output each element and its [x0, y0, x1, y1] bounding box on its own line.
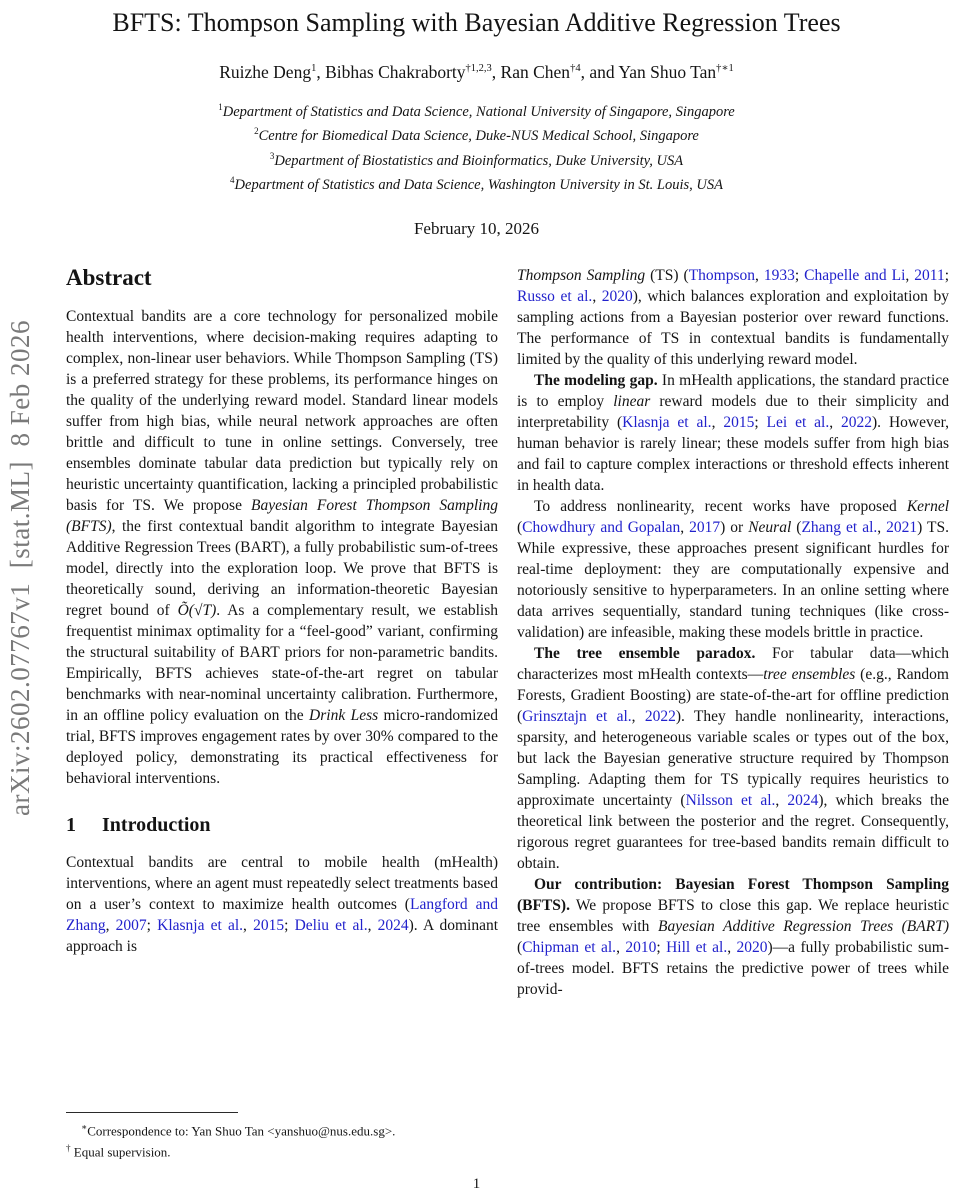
body-paragraph-tree-ensemble-paradox	[517, 643, 949, 874]
body-paragraph	[517, 265, 949, 370]
section-title: Introduction	[102, 814, 211, 836]
author-separator: ,	[491, 62, 501, 82]
footnote-equal-supervision	[66, 1140, 498, 1160]
affiliation	[0, 122, 953, 146]
citation-link[interactable]: Deliu et al.	[294, 917, 368, 934]
citation-link[interactable]: Chipman et al.	[522, 939, 617, 956]
text-segment: . As a complementary result, we establish frequentist minimax optimality for a “feel-good” variant, confirming the structural suitability of BART priors for non-parametric bandits. Empirically, BFTS achieves state-of-the-art regret on tabular benchmarks with near-nominal uncertainty calibration. Furthermore, in an offline policy evaluation on the	[66, 602, 498, 724]
text-segment: ,	[711, 414, 724, 431]
text-segment: (	[517, 939, 523, 956]
text-segment: For tabular data—which characterizes most mHealth contexts—	[517, 645, 949, 683]
text-segment: The tree ensemble paradox.	[534, 645, 756, 662]
citation-link[interactable]: 2022	[841, 414, 873, 431]
text-segment: (e.g., Random Forests, Gradient Boosting) are state-of-the-art for offline prediction (	[517, 666, 949, 725]
section-number: 1	[66, 814, 76, 836]
citation-link[interactable]: 2021	[886, 519, 918, 536]
text-segment: ,	[829, 414, 842, 431]
citation-link[interactable]: Nilsson et al.	[685, 792, 776, 809]
author	[219, 62, 325, 82]
text-segment: ). They handle nonlinearity, interactions, sparsity, and heterogeneous variable scales or types out of the box, but lack the Bayesian generative structure required by Thompson Sampling. Adapting them for TS typically requires heuristics to approximate uncertainty (	[517, 708, 949, 809]
text-segment: ,	[367, 917, 378, 934]
text-segment: ,	[243, 917, 254, 934]
affiliation-superscript: 3	[269, 150, 275, 161]
citation-link[interactable]: Hill et al.	[666, 939, 728, 956]
text-segment: ;	[656, 939, 667, 956]
author-superscript: †1,2,3	[465, 63, 492, 75]
text-segment: ;	[794, 267, 805, 284]
author-superscript: †4	[570, 63, 581, 75]
affiliation-text: Department of Biostatistics and Bioinformatics, Duke University, USA	[274, 152, 684, 169]
body-paragraph-contribution	[517, 874, 949, 1000]
footnote-marker: ∗	[81, 1122, 88, 1133]
left-column	[66, 265, 498, 1162]
footnote-text: Correspondence to: Yan Shuo Tan <yanshuo@nus.edu.sg>.	[87, 1123, 396, 1139]
citation-link[interactable]: 2015	[723, 414, 755, 431]
citation-link[interactable]: 2011	[914, 267, 945, 284]
text-segment: ). However, human behavior is rarely linear; these models suffer from high bias and fail to capture complex interactions or threshold effects inherent in health data.	[517, 414, 949, 494]
arxiv-watermark: arXiv:2602.07767v1 [stat.ML] 8 Feb 2026	[5, 320, 35, 816]
text-segment: We propose BFTS to close this gap. We replace heuristic tree ensembles with	[517, 897, 949, 935]
text-segment: Drink Less	[309, 707, 379, 724]
text-segment: ). A dominant approach is	[66, 917, 498, 955]
affiliation-superscript: 4	[230, 174, 235, 185]
text-segment: ) TS. While expressive, these approaches present significant hurdles for real-time deployment: they are computationally expensive and notoriously sensitive to hyperparameters. In an online setting where data arrives sequentially, standard tuning techniques (like cross-validation) are infeasible, making these models brittle in practice.	[517, 519, 949, 641]
citation-link[interactable]: 2022	[644, 708, 676, 725]
text-segment: )—a fully probabilistic sum-of-trees model. BFTS retains the predictive power of trees while provid-	[517, 939, 949, 998]
author-superscript: 1	[311, 63, 317, 75]
author-name: Bibhas Chakraborty	[325, 62, 466, 82]
citation-link[interactable]: Grinsztajn et al.	[522, 708, 632, 725]
text-segment: ,	[616, 939, 626, 956]
author-name: Yan Shuo Tan	[618, 62, 717, 82]
text-segment: ;	[284, 917, 295, 934]
citation-link[interactable]: Russo et al.	[517, 288, 593, 305]
body-paragraph-nonlinearity	[517, 496, 949, 643]
citation-link[interactable]: 2007	[115, 917, 147, 934]
text-segment: ,	[631, 708, 645, 725]
affiliation-superscript: 1	[218, 102, 223, 112]
citation-link[interactable]: 2017	[689, 519, 721, 536]
affiliation-text: Department of Statistics and Data Science, Washington University in St. Louis, USA	[234, 176, 723, 193]
citation-link[interactable]: Lei et al.	[766, 414, 830, 431]
citation-link[interactable]: 2010	[625, 939, 657, 956]
citation-link[interactable]: Zhang et al.	[801, 519, 878, 536]
affiliation-text: Centre for Biomedical Data Science, Duke-NUS Medical School, Singapore	[258, 128, 699, 145]
affiliation-text: Department of Statistics and Data Science, National University of Singapore, Singapore	[222, 103, 735, 120]
text-segment: Contextual bandits are central to mobile health (mHealth) interventions, where an agent must repeatedly select treatments based on a user’s context to maximize health outcomes (	[66, 854, 498, 913]
author	[325, 62, 500, 82]
author	[501, 62, 619, 82]
text-segment: ) or	[720, 519, 749, 536]
introduction-paragraph	[66, 852, 498, 957]
text-segment: ), which balances exploration and exploitation by sampling actions from a Bayesian posterior over reward functions. The performance of TS in contextual bandits is fundamentally limited by the quality of this underlying reward model.	[517, 288, 949, 368]
text-segment: Our contribution: Bayesian Forest Thompson Sampling (BFTS).	[517, 876, 949, 914]
abstract-paragraph	[66, 306, 498, 789]
footnote-correspondence	[66, 1119, 498, 1139]
citation-link[interactable]: Klasnja et al.	[157, 917, 244, 934]
citation-link[interactable]: 2024	[787, 792, 819, 809]
text-segment: ,	[755, 267, 764, 284]
text-segment: The modeling gap.	[534, 372, 658, 389]
text-segment: Õ(√T)	[177, 602, 217, 619]
right-column	[517, 265, 949, 1162]
text-segment: micro-randomized trial, BFTS improves engagement rates by over 30% compared to the deployed policy, demonstrating its practical effectiveness for behavioral interventions.	[66, 707, 498, 787]
citation-link[interactable]: Thompson	[688, 267, 755, 284]
author-name: Ran Chen	[500, 62, 571, 82]
citation-link[interactable]: 2020	[736, 939, 768, 956]
footnote-block	[66, 1112, 498, 1162]
author-separator: ,	[316, 62, 326, 82]
paper-date: February 10, 2026	[413, 219, 540, 239]
section-heading-introduction	[66, 814, 498, 837]
author-name: Ruizhe Deng	[219, 62, 312, 82]
text-segment: reward models due to their simplicity and interpretability (	[517, 393, 949, 431]
text-segment: , the first contextual bandit algorithm to integrate Bayesian Additive Regression Trees (BART), a fully probabilistic sum-of-trees model, directly into the exploration loop. We prove that BFTS is theoretically sound, deriving an information-theoretic Bayesian regret bound of	[66, 518, 498, 619]
affiliation-superscript: 2	[254, 126, 259, 137]
abstract-heading: Abstract	[66, 265, 152, 290]
text-segment: In mHealth applications, the standard practice is to employ	[517, 372, 949, 410]
citation-link[interactable]: 1933	[763, 267, 795, 284]
citation-link[interactable]: 2015	[253, 917, 285, 934]
text-segment: ;	[754, 414, 767, 431]
text-segment: Bayesian Additive Regression Trees (BART)	[657, 918, 949, 935]
text-segment: ;	[944, 267, 949, 284]
body-paragraph-modeling-gap	[517, 370, 949, 496]
affiliation	[0, 171, 953, 195]
text-segment: Neural	[748, 519, 792, 536]
text-segment: (	[517, 519, 523, 536]
paper-header	[0, 0, 953, 239]
affiliation-list	[0, 98, 953, 195]
author-line	[0, 62, 953, 83]
author-separator: , and	[580, 62, 619, 82]
text-segment: Bayesian Forest Thompson Sampling (BFTS)	[66, 497, 498, 535]
text-segment: tree ensembles	[763, 666, 856, 683]
footnote-marker: †	[66, 1142, 71, 1153]
author	[618, 62, 733, 82]
paper-title: BFTS: Thompson Sampling with Bayesian Additive Regression Trees	[112, 8, 841, 37]
citation-link[interactable]: Chowdhury and Gopalan	[522, 519, 681, 536]
text-segment: ,	[727, 939, 737, 956]
citation-link[interactable]: Chapelle and Li	[804, 267, 906, 284]
text-segment: ,	[775, 792, 788, 809]
text-segment: linear	[613, 393, 651, 410]
citation-link[interactable]: 2024	[377, 917, 409, 934]
citation-link[interactable]: Klasnja et al.	[622, 414, 712, 431]
footnote-text: Equal supervision.	[70, 1144, 171, 1159]
text-segment: (	[791, 519, 802, 536]
text-segment: Kernel	[906, 498, 949, 515]
affiliation	[0, 98, 953, 122]
author-superscript: †∗1	[716, 63, 734, 75]
text-segment: ,	[905, 267, 915, 284]
text-segment: ,	[592, 288, 602, 305]
text-segment: ;	[146, 917, 158, 934]
text-segment: ), which breaks the theoretical link between the posterior and the regret. Consequently, rigorous regret guarantees for tree-based bandits remain difficult to obtain.	[517, 792, 949, 872]
page-number: 1	[472, 1176, 481, 1192]
citation-link[interactable]: Langford and Zhang	[66, 896, 498, 934]
text-segment: (TS) (	[645, 267, 689, 284]
text-segment: ,	[105, 917, 116, 934]
two-column-body	[66, 265, 950, 1162]
affiliation	[0, 147, 953, 171]
text-segment: Thompson Sampling	[517, 267, 646, 284]
citation-link[interactable]: 2020	[601, 288, 633, 305]
text-segment: To address nonlinearity, recent works have proposed	[534, 498, 907, 515]
text-segment: ,	[877, 519, 887, 536]
text-segment: Contextual bandits are a core technology for personalized mobile health interventions, where decision-making requires adapting to complex, non-linear user behaviors. While Thompson Sampling (TS) is a preferred strategy for these problems, its performance hinges on the quality of the underlying reward model. Standard linear models suffer from high bias, while neural network approaches are often brittle and difficult to tune in online settings. Conversely, tree ensembles dominate tabular data prediction but typically rely on heuristic uncertainty quantification, lacking a principled probabilistic basis for TS. We propose	[66, 308, 498, 514]
text-segment: ,	[680, 519, 690, 536]
